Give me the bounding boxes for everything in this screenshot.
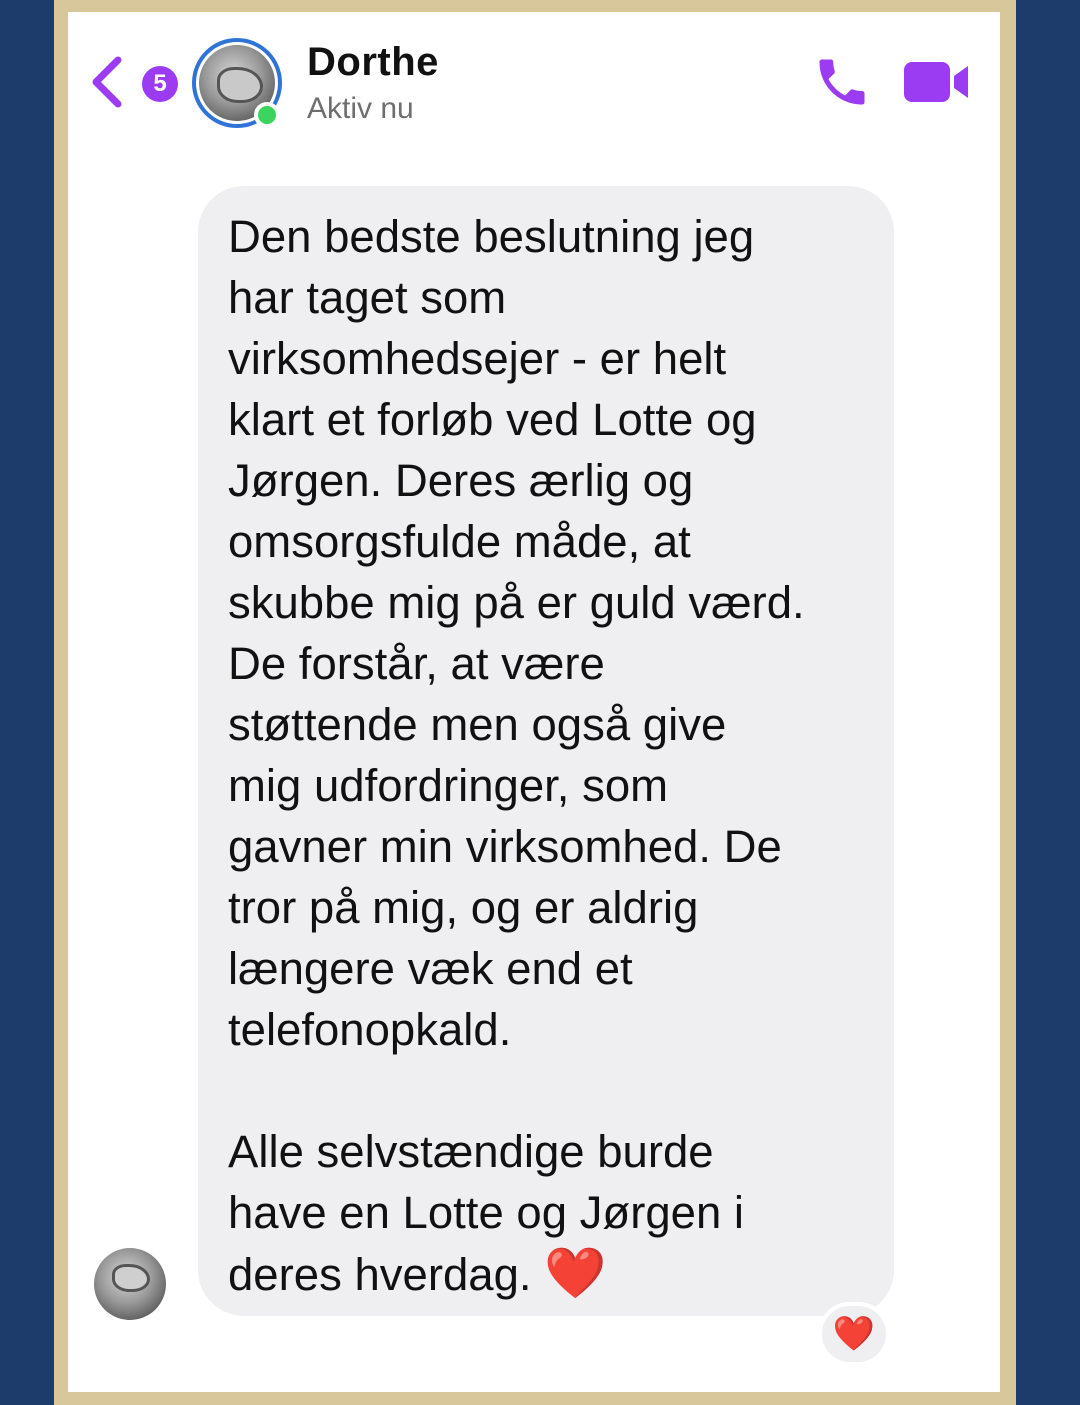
chat-header: [68, 12, 1000, 152]
video-camera-icon: [902, 56, 972, 108]
heart-emoji: ❤️: [544, 1245, 607, 1301]
message-body: Den bedste beslutning jeg har taget som virksomhedsejer - er helt klart et forløb ved Lotte og Jørgen. Deres ærlig og omsorgsfulde måde, at skubbe mig på er guld værd. De forstår, at være støttende men også give mig udfordringer, som gavner min virksomhed. De tror på mig, og er aldrig længere væk end et telefonopkald. Alle selvstændige burde have en Lotte og Jørgen i deres hverdag.: [228, 211, 805, 1300]
message-text: [228, 206, 870, 1305]
reaction-heart-icon: ❤️: [832, 1315, 876, 1353]
sender-avatar[interactable]: [94, 1248, 166, 1320]
phone-icon: [812, 52, 872, 112]
back-button[interactable]: [90, 52, 180, 112]
video-call-button[interactable]: [902, 56, 972, 108]
unread-count-badge: 5: [142, 66, 178, 102]
contact-status: Aktiv nu: [307, 92, 414, 125]
contact-name[interactable]: Dorthe: [307, 40, 439, 84]
audio-call-button[interactable]: [812, 52, 872, 112]
chat-screen: [68, 12, 1000, 1392]
chevron-left-icon: [90, 56, 124, 108]
message-bubble[interactable]: [198, 186, 894, 1316]
message-reaction[interactable]: [818, 1302, 890, 1366]
online-status-dot: [254, 102, 280, 128]
